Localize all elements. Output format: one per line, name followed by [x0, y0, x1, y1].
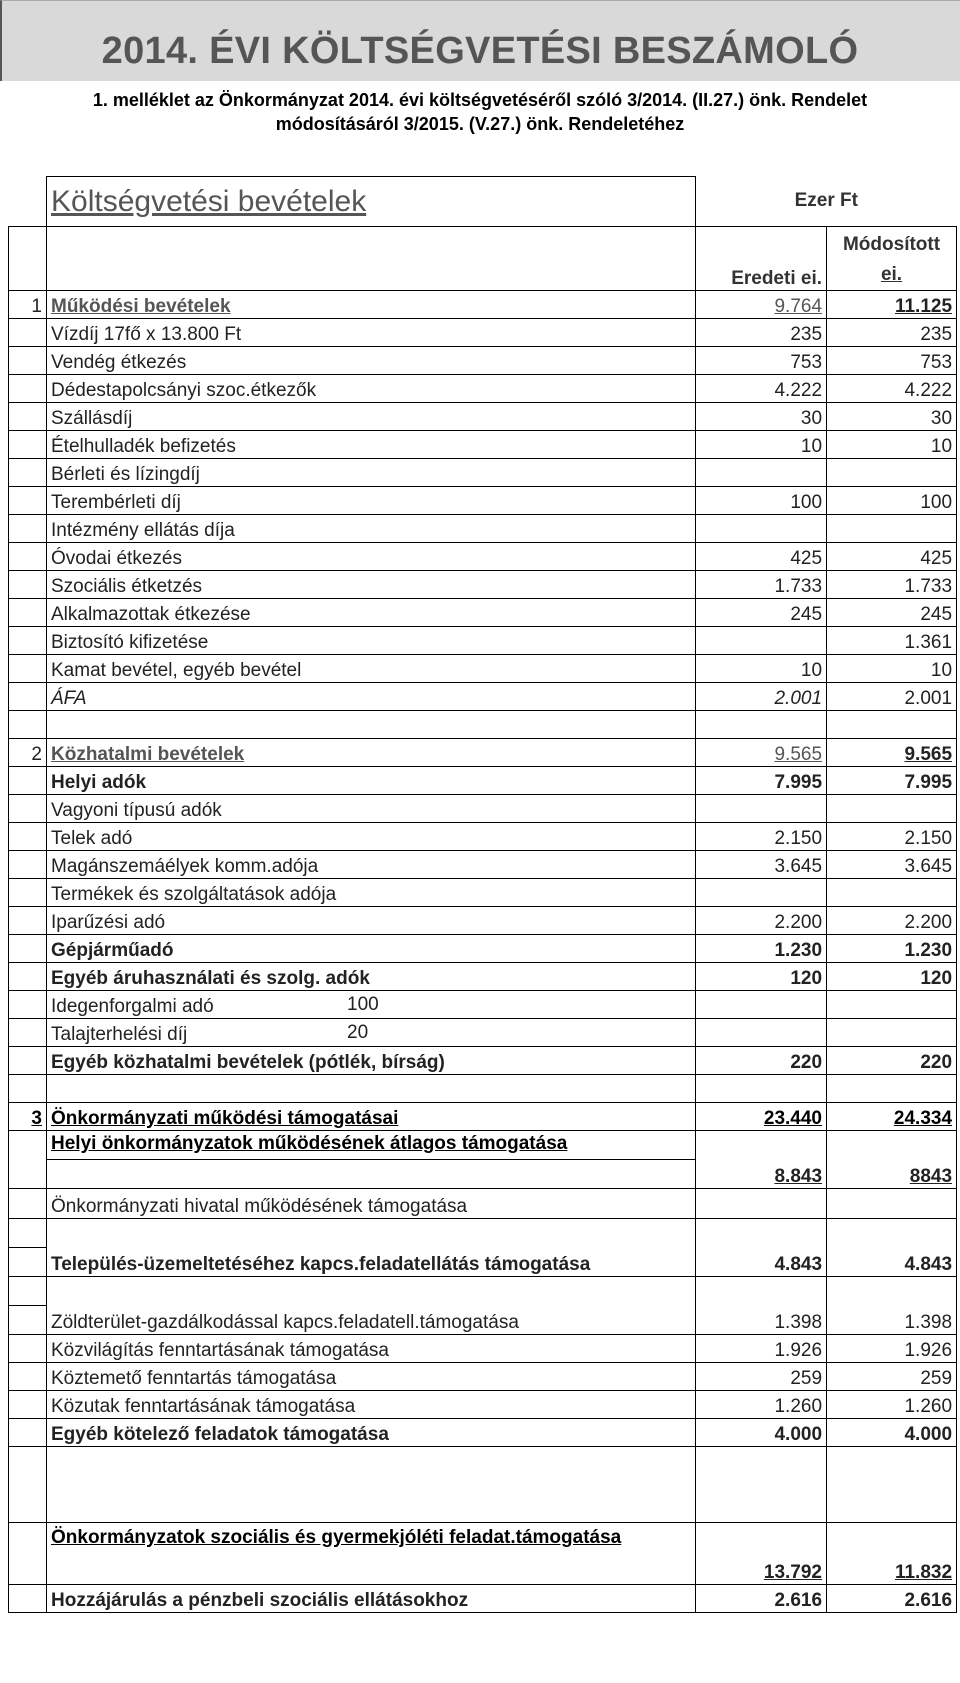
- table-row: [9, 403, 957, 431]
- row-index: 3: [9, 1103, 47, 1131]
- table-row: [9, 683, 957, 711]
- row-label: Vendég étkezés: [47, 347, 696, 375]
- row-modified: 10: [827, 655, 957, 683]
- table-row: [9, 767, 957, 795]
- row-label: Idegenforgalmi adó: [51, 996, 214, 1017]
- table-row: [9, 655, 957, 683]
- row-original: 1.398: [696, 1277, 827, 1335]
- col-modified-header: [827, 227, 957, 291]
- table-row: [9, 1189, 957, 1219]
- row-label: Terembérleti díj: [47, 487, 696, 515]
- row-label: Intézmény ellátás díja: [47, 515, 696, 543]
- row-original: 2.200: [696, 907, 827, 935]
- row-label: Közvilágítás fenntartásának támogatása: [47, 1335, 696, 1363]
- unit-label: Ezer Ft: [794, 190, 858, 212]
- row-label: Vagyoni típusú adók: [47, 795, 696, 823]
- row-modified: 11.125: [827, 291, 957, 319]
- row-label-cell: [47, 1523, 696, 1585]
- table-row: [9, 795, 957, 823]
- col-original-header: Eredeti ei.: [696, 227, 827, 291]
- row-original: 220: [696, 1047, 827, 1075]
- row-modified: 2.200: [827, 907, 957, 935]
- row-original: 4.222: [696, 375, 827, 403]
- row-modified: 1.733: [827, 571, 957, 599]
- row-label: Ételhulladék befizetés: [47, 431, 696, 459]
- row-label: Közhatalmi bevételek: [47, 739, 696, 767]
- row-original: 30: [696, 403, 827, 431]
- table-row: [9, 543, 957, 571]
- row-label: Önkormányzati működési támogatásai: [47, 1103, 696, 1131]
- row-label: Egyéb áruhasználati és szolg. adók: [47, 963, 696, 991]
- table-row: [9, 319, 957, 347]
- row-label: Biztosító kifizetése: [47, 627, 696, 655]
- row-index: 2: [9, 739, 47, 767]
- row-label: Alkalmazottak étkezése: [47, 599, 696, 627]
- row-original: 4.000: [696, 1419, 827, 1447]
- row-label: ÁFA: [47, 683, 696, 711]
- table-row: [9, 1277, 957, 1335]
- table-row: [9, 627, 957, 655]
- row-original: 425: [696, 543, 827, 571]
- row-original: 4.843: [696, 1219, 827, 1277]
- row-modified: 425: [827, 543, 957, 571]
- table-row: [9, 1523, 957, 1585]
- row-original: 8.843: [696, 1131, 827, 1189]
- row-label: Telek adó: [47, 823, 696, 851]
- row-label: Termékek és szolgáltatások adója: [47, 879, 696, 907]
- table-row: [9, 1131, 957, 1189]
- row-label: Zöldterület-gazdálkodással kapcs.feladatell.támogatása: [47, 1277, 696, 1335]
- row-original: 13.792: [696, 1523, 827, 1585]
- row-label: Szállásdíj: [47, 403, 696, 431]
- row-label: Önkormányzati hivatal működésének támogatása: [47, 1189, 696, 1219]
- row-modified: 7.995: [827, 767, 957, 795]
- row-modified: 3.645: [827, 851, 957, 879]
- table-row: [9, 1335, 957, 1363]
- row-label: Iparűzési adó: [47, 907, 696, 935]
- row-index: 1: [9, 291, 47, 319]
- table-row: [9, 935, 957, 963]
- row-original: 3.645: [696, 851, 827, 879]
- table-row: [9, 1585, 957, 1613]
- row-modified: 24.334: [827, 1103, 957, 1131]
- table-row: [9, 515, 957, 543]
- page-title: 2014. ÉVI KÖLTSÉGVETÉSI BESZÁMOLÓ: [101, 30, 859, 72]
- row-modified: 8843: [827, 1131, 957, 1189]
- row-modified: 120: [827, 963, 957, 991]
- row-modified: 1.926: [827, 1335, 957, 1363]
- row-modified: 4.843: [827, 1219, 957, 1277]
- row-original: 1.260: [696, 1391, 827, 1419]
- table-row: [9, 291, 957, 319]
- row-label: Egyéb kötelező feladatok támogatása: [47, 1419, 696, 1447]
- table-row: [9, 1047, 957, 1075]
- row-label-cell: [47, 1131, 696, 1189]
- row-label: Hozzájárulás a pénzbeli szociális ellátásokhoz: [47, 1585, 696, 1613]
- row-label: Működési bevételek: [47, 291, 696, 319]
- row-original: 2.001: [696, 683, 827, 711]
- col-modified-line-1: Módosított: [842, 234, 941, 255]
- row-original: 1.926: [696, 1335, 827, 1363]
- table-row: [9, 459, 957, 487]
- row-modified: 235: [827, 319, 957, 347]
- subtitle-line-2: módosításáról 3/2015. (V.27.) önk. Rendeletéhez: [275, 114, 685, 134]
- spacer-row: [9, 1447, 957, 1523]
- row-label: Kamat bevétel, egyéb bevétel: [47, 655, 696, 683]
- row-original: 9.764: [696, 291, 827, 319]
- row-modified: 2.001: [827, 683, 957, 711]
- table-row: [9, 1391, 957, 1419]
- row-modified: 2.616: [827, 1585, 957, 1613]
- row-label: Dédestapolcsányi szoc.étkezők: [47, 375, 696, 403]
- row-label: Helyi önkormányzatok működésének átlagos támogatása: [51, 1133, 568, 1154]
- row-original: 10: [696, 655, 827, 683]
- row-original: [696, 627, 827, 655]
- row-label: Szociális étketzés: [47, 571, 696, 599]
- row-modified: 2.150: [827, 823, 957, 851]
- table-row: [9, 739, 957, 767]
- row-modified: [827, 515, 957, 543]
- row-modified: 1.398: [827, 1277, 957, 1335]
- row-label: Magánszemáélyek komm.adója: [47, 851, 696, 879]
- row-label: Talajterhelési díj: [51, 1024, 188, 1045]
- row-modified: 1.260: [827, 1391, 957, 1419]
- row-inline-value: 100: [347, 994, 379, 1015]
- table-row: [9, 347, 957, 375]
- row-modified: 30: [827, 403, 957, 431]
- row-original: 100: [696, 487, 827, 515]
- row-inline-value: 20: [347, 1022, 369, 1043]
- row-label-cell: [47, 991, 696, 1019]
- table-row: [9, 851, 957, 879]
- table-row: [9, 1419, 957, 1447]
- table-row: [9, 963, 957, 991]
- row-original: 235: [696, 319, 827, 347]
- row-modified: 10: [827, 431, 957, 459]
- table-row: [9, 1019, 957, 1047]
- row-label: Köztemető fenntartás támogatása: [47, 1363, 696, 1391]
- table-row: [9, 991, 957, 1019]
- row-original: 23.440: [696, 1103, 827, 1131]
- table-row: [9, 1103, 957, 1131]
- table-row: [9, 487, 957, 515]
- row-original: 245: [696, 599, 827, 627]
- row-modified: [827, 459, 957, 487]
- row-original: 1.230: [696, 935, 827, 963]
- row-original: 2.616: [696, 1585, 827, 1613]
- row-label: Helyi adók: [47, 767, 696, 795]
- row-modified: 11.832: [827, 1523, 957, 1585]
- row-original: 1.733: [696, 571, 827, 599]
- table-row: [9, 1219, 957, 1277]
- row-original: 10: [696, 431, 827, 459]
- row-label: Önkormányzatok szociális és gyermekjóléti feladat.támogatása: [51, 1527, 622, 1548]
- row-modified: 1.361: [827, 627, 957, 655]
- row-original: 7.995: [696, 767, 827, 795]
- table-row: [9, 375, 957, 403]
- col-modified-line-2: ei.: [880, 264, 903, 285]
- row-label-cell: [47, 1019, 696, 1047]
- row-original: [696, 515, 827, 543]
- spacer-row: [9, 711, 957, 739]
- table-row: [9, 879, 957, 907]
- table-row: [9, 599, 957, 627]
- row-label: Óvodai étkezés: [47, 543, 696, 571]
- row-modified: 100: [827, 487, 957, 515]
- row-label: Település-üzemeltetéséhez kapcs.feladatellátás támogatása: [47, 1219, 696, 1277]
- row-modified: 753: [827, 347, 957, 375]
- table-row: [9, 823, 957, 851]
- column-header-row: [9, 227, 957, 291]
- section-title: Költségvetési bevételek: [47, 177, 696, 227]
- row-label: Bérleti és lízingdíj: [47, 459, 696, 487]
- row-modified: 9.565: [827, 739, 957, 767]
- table-row: [9, 571, 957, 599]
- table-row: [9, 907, 957, 935]
- row-label: Közutak fenntartásának támogatása: [47, 1391, 696, 1419]
- table-row: [9, 431, 957, 459]
- row-modified: 220: [827, 1047, 957, 1075]
- row-original: 259: [696, 1363, 827, 1391]
- row-modified: 259: [827, 1363, 957, 1391]
- row-modified: 245: [827, 599, 957, 627]
- budget-table: [8, 176, 957, 1613]
- row-label: Egyéb közhatalmi bevételek (pótlék, bírság): [47, 1047, 696, 1075]
- table-row: [9, 1363, 957, 1391]
- row-modified: 4.000: [827, 1419, 957, 1447]
- table-header-row: [9, 177, 957, 227]
- row-label: Vízdíj 17fő x 13.800 Ft: [47, 319, 696, 347]
- row-original: [696, 459, 827, 487]
- row-modified: 1.230: [827, 935, 957, 963]
- row-original: 2.150: [696, 823, 827, 851]
- row-original: 753: [696, 347, 827, 375]
- row-original: 120: [696, 963, 827, 991]
- page-subtitle: [60, 88, 900, 136]
- row-original: 9.565: [696, 739, 827, 767]
- row-label: Gépjárműadó: [47, 935, 696, 963]
- subtitle-line-1: 1. melléklet az Önkormányzat 2014. évi költségvetéséről szóló 3/2014. (II.27.) önk. Rendelet: [92, 90, 868, 110]
- row-modified: 4.222: [827, 375, 957, 403]
- spacer-row: [9, 1075, 957, 1103]
